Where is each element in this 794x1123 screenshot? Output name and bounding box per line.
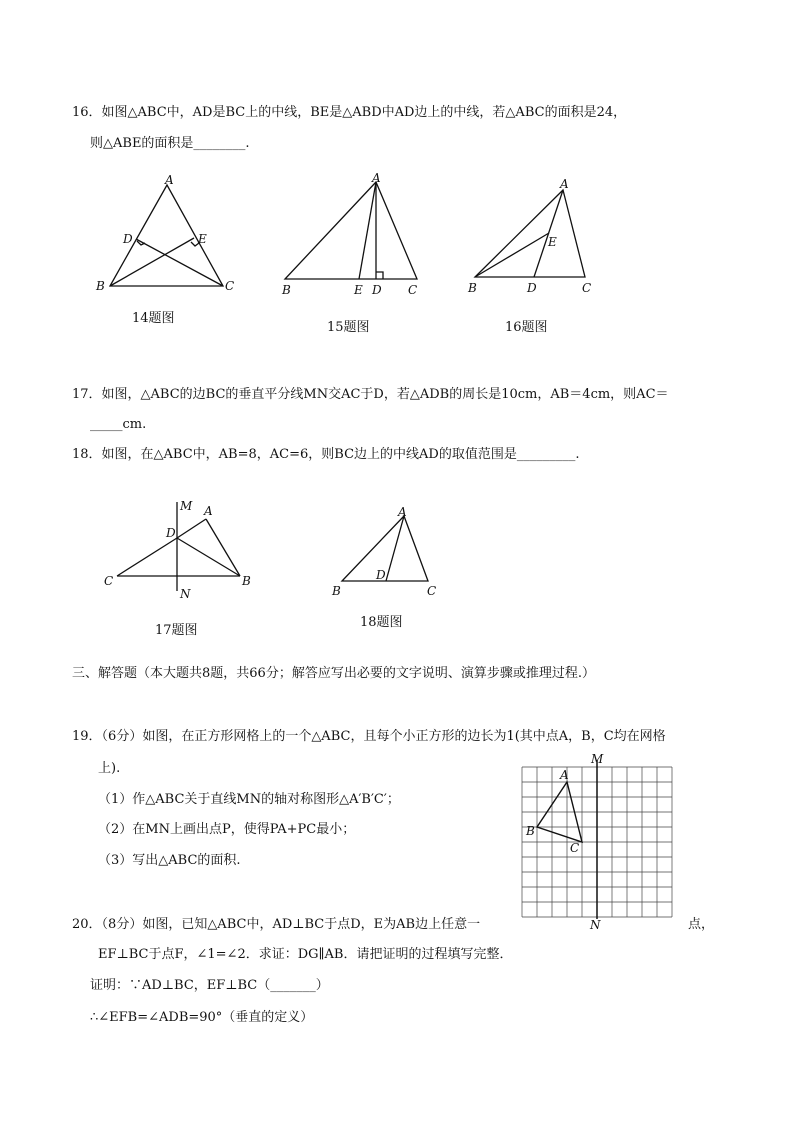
figure-18 <box>330 503 450 603</box>
q20-line1-end: 点， <box>688 917 715 932</box>
grid-label-a: A <box>560 768 569 782</box>
grid-label-b: B <box>526 824 535 838</box>
fig16-caption: 16题图 <box>505 320 548 335</box>
grid-label-m: M <box>591 752 604 766</box>
q19-line2: 上). <box>98 761 121 776</box>
fig15-label-d: D <box>372 283 382 297</box>
fig15-label-b: B <box>282 283 291 297</box>
fig17-label-m: M <box>180 499 193 513</box>
q20-line2: EF⊥BC于点F，∠1=∠2．求证：DG∥AB．请把证明的过程填写完整． <box>98 947 513 962</box>
figure-17 <box>100 497 260 607</box>
fig17-label-b: B <box>242 574 251 588</box>
q17-line1: 17．如图，△ABC的边BC的垂直平分线MN交AC于D，若△ADB的周长是10cm，AB＝4cm，则AC＝ <box>72 387 669 402</box>
grid-label-c: C <box>570 841 580 855</box>
fig16-label-b: B <box>468 281 477 295</box>
fig17-label-a: A <box>204 504 213 518</box>
fig16-label-d: D <box>527 281 537 295</box>
fig14-caption: 14题图 <box>132 311 175 326</box>
fig15-caption: 15题图 <box>327 320 370 335</box>
figure-16 <box>468 178 618 303</box>
q17-line2: _____cm. <box>90 417 147 432</box>
fig14-label-b: B <box>96 279 105 293</box>
q19-sub3: （3）写出△ABC的面积. <box>98 853 241 868</box>
q19-sub2: （2）在MN上画出点P，使得PA+PC最小； <box>98 822 356 837</box>
fig14-label-d: D <box>123 232 133 246</box>
q20-proof2: ∴∠EFB=∠ADB=90°（垂直的定义） <box>90 1010 314 1025</box>
fig17-label-n: N <box>180 587 191 601</box>
fig16-label-a: A <box>560 177 569 191</box>
grid-figure <box>510 752 690 935</box>
fig18-label-b: B <box>332 584 341 598</box>
fig18-label-c: C <box>427 584 437 598</box>
fig15-label-c: C <box>408 283 418 297</box>
fig15-label-a: A <box>372 171 381 185</box>
q20-proof1: 证明：∵AD⊥BC，EF⊥BC（_______） <box>90 978 329 993</box>
section3-heading: 三、解答题（本大题共8题，共66分；解答应写出必要的文字说明、演算步骤或推理过程.） <box>72 666 595 681</box>
fig16-label-c: C <box>582 281 592 295</box>
fig17-label-c: C <box>104 574 114 588</box>
q19-sub1: （1）作△ABC关于直线MN的轴对称图形△A′B′C′； <box>98 792 400 807</box>
fig14-label-e: E <box>198 232 207 246</box>
fig15-label-e: E <box>354 283 363 297</box>
fig18-label-d: D <box>376 568 386 582</box>
grid-label-n: N <box>590 918 601 932</box>
figure-14 <box>95 172 245 297</box>
q19-line1: 19．（6分）如图，在正方形网格上的一个△ABC，且每个小正方形的边长为1(其中点A，B，C均在网格 <box>72 729 666 744</box>
fig18-label-a: A <box>398 505 407 519</box>
fig16-label-e: E <box>548 235 557 249</box>
fig14-label-a: A <box>165 173 174 187</box>
fig18-caption: 18题图 <box>360 615 403 630</box>
fig17-caption: 17题图 <box>155 623 198 638</box>
q16-line2: 则△ABE的面积是________. <box>90 136 250 151</box>
fig17-label-d: D <box>166 526 176 540</box>
figure-15 <box>280 172 430 297</box>
q18-line1: 18．如图，在△ABC中，AB=8，AC=6，则BC边上的中线AD的取值范围是_________. <box>72 447 580 462</box>
q16-line1: 16．如图△ABC中，AD是BC上的中线，BE是△ABD中AD边上的中线，若△ABC的面积是24， <box>72 105 627 120</box>
fig14-label-c: C <box>225 279 235 293</box>
q20-line1: 20．（8分）如图，已知△ABC中，AD⊥BC于点D，E为AB边上任意一 <box>72 917 481 932</box>
